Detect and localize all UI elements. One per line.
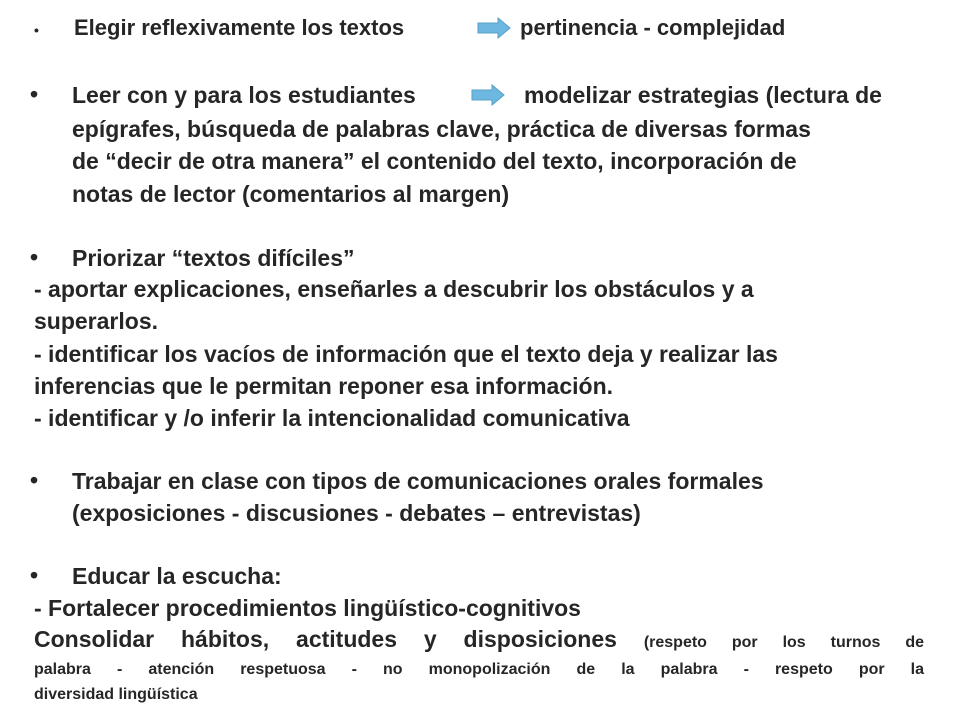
bullet-2-line-2: epígrafes, búsqueda de palabras clave, práctica de diversas formas: [72, 116, 811, 142]
bullet-5-line-4: diversidad lingüística: [34, 686, 198, 703]
bullet-1-result: pertinencia - complejidad: [520, 15, 786, 40]
bullet-3-marker: •: [30, 244, 39, 270]
bullet-1-marker: •: [34, 22, 39, 38]
bullet-5-line-2-note: (respeto por los turnos de: [643, 634, 924, 651]
bullet-2-text: Leer con y para los estudiantes: [72, 82, 416, 108]
bullet-2-marker: •: [30, 81, 39, 107]
bullet-5-line-2: [34, 625, 924, 657]
arrow-right-icon: [470, 83, 506, 107]
bullet-5-title: Educar la escucha:: [72, 563, 282, 589]
bullet-2-line-3: de “decir de otra manera” el contenido del texto, incorporación de: [72, 148, 797, 174]
bullet-2-result: modelizar estrategias (lectura de: [524, 82, 882, 108]
bullet-4-line-2: (exposiciones - discusiones - debates – entrevistas): [72, 500, 641, 526]
bullet-5-line-2-main: Consolidar hábitos, actitudes y disposiciones: [34, 626, 617, 652]
bullet-1-text: Elegir reflexivamente los textos: [74, 15, 405, 40]
bullet-3-line-5: - identificar y /o inferir la intencionalidad comunicativa: [34, 405, 630, 431]
bullet-4-marker: •: [30, 467, 39, 493]
bullet-3-line-4: inferencias que le permitan reponer esa información.: [34, 373, 614, 399]
bullet-3-line-2: superarlos.: [34, 308, 158, 334]
arrow-right-icon: [476, 16, 512, 40]
bullet-5-marker: •: [30, 562, 39, 588]
bullet-2-line-4: notas de lector (comentarios al margen): [72, 181, 510, 207]
bullet-3-title: Priorizar “textos difíciles”: [72, 245, 355, 271]
bullet-3-line-1: - aportar explicaciones, enseñarles a descubrir los obstáculos y a: [34, 276, 754, 302]
bullet-5-line-1: - Fortalecer procedimientos lingüístico-cognitivos: [34, 595, 581, 621]
bullet-3-line-3: - identificar los vacíos de información que el texto deja y realizar las: [34, 341, 778, 367]
bullet-4-line-1: Trabajar en clase con tipos de comunicaciones orales formales: [72, 468, 764, 494]
bullet-5-line-3: palabra - atención respetuosa - no monopolización de la palabra - respeto por la: [34, 661, 924, 678]
